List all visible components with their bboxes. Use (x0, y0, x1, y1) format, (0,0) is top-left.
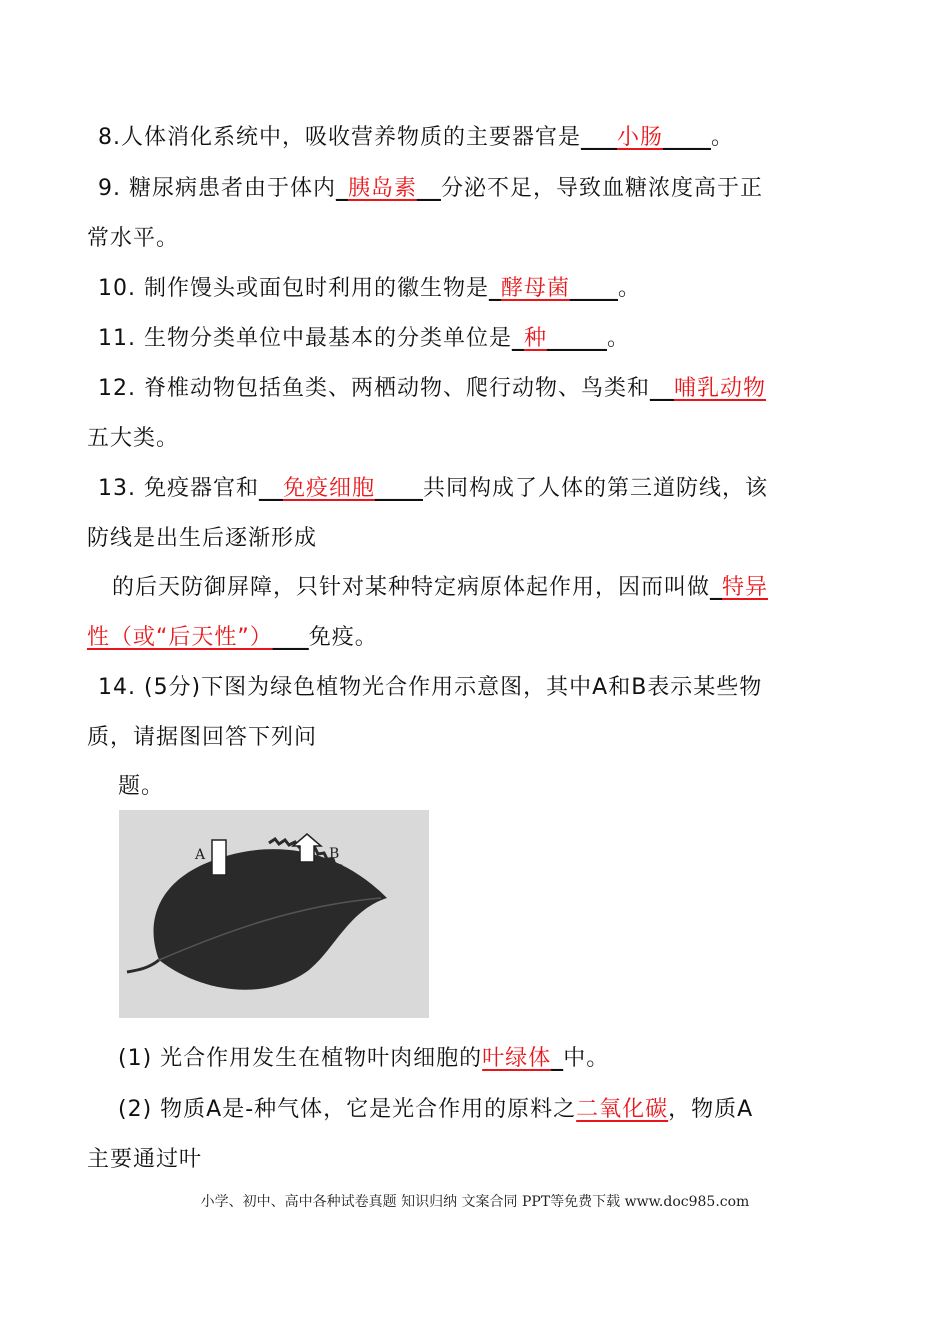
question-14-sub-2-line-2: 主要通过叶 (87, 1147, 203, 1172)
q13-text-after: 共同构成了人体的第三道防线，该 (423, 476, 769, 501)
q12-text: 12. 脊椎动物包括鱼类、两栖动物、爬行动物、鸟类和 (98, 376, 650, 401)
question-10 (98, 274, 878, 304)
leaf-diagram (119, 810, 429, 1018)
q9-answer: 胰岛素 (347, 176, 417, 201)
q9-text-after: 分泌不足，导致血糖浓度高于正 (441, 176, 764, 201)
q12-answer: 哺乳动物 (673, 376, 766, 401)
q9-blank-b: __ (417, 176, 441, 201)
question-14-sub-2 (118, 1095, 898, 1125)
question-12 (98, 374, 878, 404)
question-13-line-3 (112, 573, 892, 603)
question-14: 14. (5分)下图为绿色植物光合作用示意图，其中A和B表示某些物 (98, 675, 763, 700)
q8-blank-b: ____ (663, 125, 712, 150)
q13-blank-a: __ (258, 476, 283, 501)
arrow-a-icon (212, 840, 226, 875)
q13-text: 13. 免疫器官和 (98, 476, 259, 501)
question-14-sub-1 (118, 1044, 898, 1074)
q9-blank-a: _ (335, 176, 348, 201)
question-8 (98, 123, 878, 153)
question-14-line-3: 题。 (118, 774, 165, 799)
q8-end: 。 (711, 125, 735, 150)
question-13-line-2: 防线是出生后逐渐形成 (87, 526, 318, 551)
question-11 (98, 324, 878, 354)
question-13 (98, 474, 878, 504)
sub2-text: (2) 物质A是-种气体，它是光合作用的原料之 (118, 1097, 577, 1122)
q10-text: 10. 制作馒头或面包时利用的徽生物是 (98, 276, 489, 301)
q11-answer: 种 (523, 326, 547, 351)
q10-end: 。 (618, 276, 642, 301)
label-a: A (195, 847, 206, 863)
q12-blank-a: __ (649, 376, 674, 401)
question-14-line-2: 质，请据图回答下列问 (87, 725, 318, 750)
q13-answer: 免疫细胞 (282, 476, 375, 501)
sub1-blank: _ (551, 1046, 564, 1071)
q13-line3-blank: _ (710, 575, 723, 600)
q8-text: 8.人体消化系统中，吸收营养物质的主要器官是 (98, 125, 581, 150)
q10-answer: 酵母菌 (500, 276, 570, 301)
sub1-text: (1) 光合作用发生在植物叶肉细胞的 (118, 1046, 483, 1071)
q8-blank-a: ___ (581, 125, 617, 150)
label-b: B (329, 846, 340, 862)
q11-blank-b: _____ (547, 326, 607, 351)
question-9 (98, 174, 878, 204)
page-footer: 小学、初中、高中各种试卷真题 知识归纳 文案合同 PPT等免费下载 www.doc985.com (200, 1194, 750, 1210)
q13-line4-end: 免疫。 (308, 625, 378, 650)
q13-blank-b: ____ (375, 476, 423, 501)
sub2-answer: 二氧化碳 (576, 1097, 669, 1122)
sub2-text-after: ，物质A (668, 1097, 754, 1122)
question-12-line-2: 五大类。 (87, 426, 180, 451)
q9-text: 9. 糖尿病患者由于体内 (98, 176, 336, 201)
q11-text: 11. 生物分类单位中最基本的分类单位是 (98, 326, 512, 351)
q11-blank-a: _ (511, 326, 524, 351)
sub1-answer: 叶绿体 (482, 1046, 552, 1071)
q13-line3-text: 的后天防御屏障，只针对某种特定病原体起作用，因而叫做 (112, 575, 711, 600)
q10-blank-a: _ (488, 276, 501, 301)
q11-end: 。 (607, 326, 631, 351)
question-9-line-2: 常水平。 (87, 226, 180, 251)
sub1-end: 中。 (563, 1046, 610, 1071)
q13-line4-blank: ___ (272, 625, 309, 650)
q13-line4-answer: 性（或“后天性”） (87, 625, 273, 650)
q13-line3-answer: 特异 (722, 575, 769, 600)
q10-blank-b: ____ (570, 276, 618, 301)
photosynthesis-figure (119, 810, 429, 1018)
question-13-line-4 (87, 623, 867, 653)
q8-answer: 小肠 (617, 125, 664, 150)
